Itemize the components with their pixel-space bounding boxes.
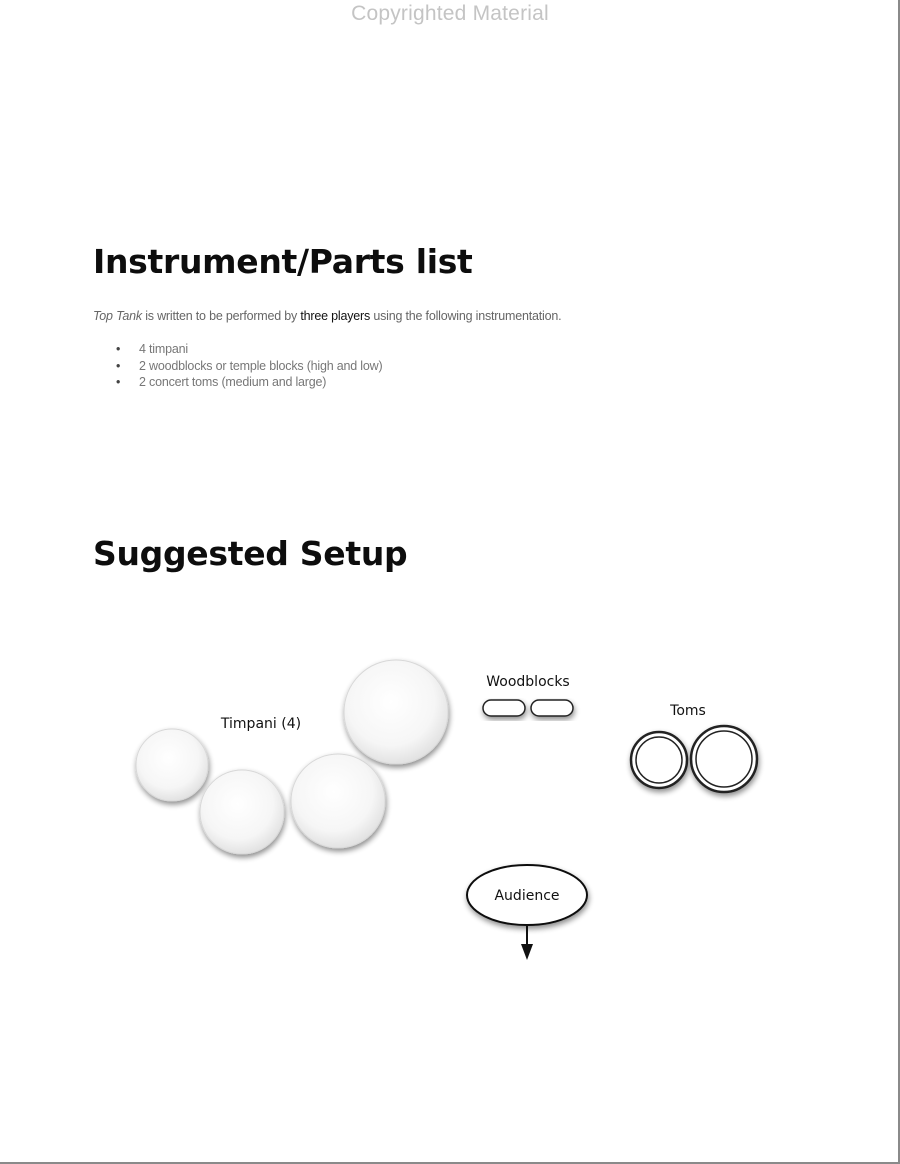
timpani-drum-3 (291, 754, 385, 848)
timpani-drum-4 (344, 660, 448, 764)
bullet-icon: • (116, 358, 121, 373)
intro-text-post: using the following instrumentation. (370, 309, 562, 323)
woodblock-high (483, 700, 525, 716)
list-item-text: 2 concert toms (medium and large) (139, 375, 327, 389)
toms-label: Toms (670, 703, 706, 719)
tom-medium (631, 732, 687, 788)
list-item-text: 4 timpani (139, 342, 188, 356)
bullet-icon: • (116, 342, 121, 356)
bullet-icon: • (116, 375, 121, 389)
copyright-watermark: Copyrighted Material (351, 2, 549, 25)
list-item-text: 2 woodblocks or temple blocks (high and low) (139, 358, 383, 373)
piece-title: Top Tank (93, 309, 142, 323)
woodblocks-label: Woodblocks (486, 674, 570, 690)
tom-large (691, 726, 757, 792)
arrow-down-icon (521, 944, 533, 960)
player-count-emphasis: three players (300, 309, 371, 323)
timpani-label: Timpani (4) (220, 716, 302, 732)
timpani-drum-1 (136, 729, 208, 801)
woodblock-low (531, 700, 573, 716)
timpani-drum-2 (200, 770, 284, 854)
parts-list-heading: Instrument/Parts list (93, 242, 473, 281)
intro-text-pre: is written to be performed by (141, 309, 301, 323)
audience-label: Audience (494, 888, 560, 904)
setup-heading: Suggested Setup (93, 534, 408, 573)
